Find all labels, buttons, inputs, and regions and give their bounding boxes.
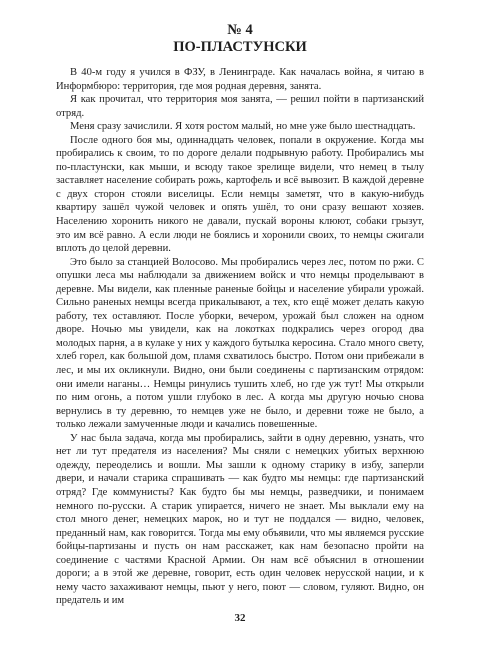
chapter-number: № 4 xyxy=(227,22,253,38)
paragraph: Это было за станцией Волосово. Мы пробирались через лес, потом по ржи. С опушки леса мы наблюдали за движением войск и что немцы проделывают в деревне. Мы видели, как пленные раненые бойцы и население убирали урожай. Сильно раненых немцы всегда прикалывают, а тех, кто ещё может делать какую работу, тех оставляют. После уборки, вечером, урожай был сложен на одном дворе. Ночью мы увидели, как на локотках подкрались через огород два молодых парня, а в кулаке у них у каждого бутылка керосина. Стало много свету, хлеб горел, как большой дом, пламя схватилось быстро. Потом они прибежали в лес, и мы их окликнули. Видно, они были соединены с партизанским отрядом: они имели наганы… Немцы ринулись тушить хлеб, но где уж тут! Мы открыли по ним огонь, а потом ушли глубоко в лес. А когда мы другую ночью снова вернулись в ту деревню, то немцев уже не было, и деревни тоже не было, а только лежали замученные люди и качались повешенные. xyxy=(56,256,424,431)
page-number: 32 xyxy=(234,612,246,624)
paragraph: Я как прочитал, что территория моя занята, — решил пойти в партизанский отряд. xyxy=(56,94,424,119)
paragraph: У нас была задача, когда мы пробирались, зайти в одну деревню, узнать, что нет ли тут предателя из населения? Мы сняли с немецких убитых верхнюю одежду, переоделись и вошли. Мы зашли к одному старику в избу, заперли двери, и начали старика спрашивать — как будто мы немцы: где партизанский отряд? Где коммунисты? Как будто бы мы немцы, разведчики, и понимаем немного по-русски. А старик упирается, ничего не знает. Мы выклали ему на стол много денег, немецких марок, но и тут не поддался — видно, человек, преданный нам, как говорится. Тогда мы ему объявили, что мы являемся русские бойцы-партизаны и пусть он нам расскажет, как нам безопасно пройти на соединение с частями Красной Армии. Он нам всё объяснил в отношении дороги; а в этой же деревне, говорит, есть один человек нерусской нации, и к нему часто захаживают немцы, пьют у него, поют — словом, гуляют. Видно, он предатель и им xyxy=(56,432,424,607)
chapter-title: ПО-ПЛАСТУНСКИ xyxy=(173,39,307,55)
page-content xyxy=(56,22,424,608)
body-text xyxy=(56,66,424,608)
paragraph: В 40-м году я учился в ФЗУ, в Ленинграде. Как началась война, я читаю в Информбюро: территория, где моя родная деревня, занята. xyxy=(56,67,424,92)
paragraph: После одного боя мы, одиннадцать человек, попали в окружение. Когда мы пробирались к своим, то по дороге делали подрывную работу. Пробирались мы по-пластунски, как мыши, и всюду такое зрелище видели, что немец в тылу заставляет население собирать рожь, картофель и всё вывозит. В каждой деревне с двух сторон стояли виселицы. Если немцы заметят, что в какую-нибудь квартиру зашёл чужой человек и опять ушёл, то они сразу вешают хозяев. Населению хоронить никого не давали, пускай вороны клюют, собаки грызут, это им всё равно. А если люди не боялись и хоронили своих, то немцы сжигали вплоть до целой деревни. xyxy=(56,134,424,255)
paragraph: Меня сразу зачислили. Я хотя ростом малый, но мне уже было шестнадцать. xyxy=(70,121,416,133)
